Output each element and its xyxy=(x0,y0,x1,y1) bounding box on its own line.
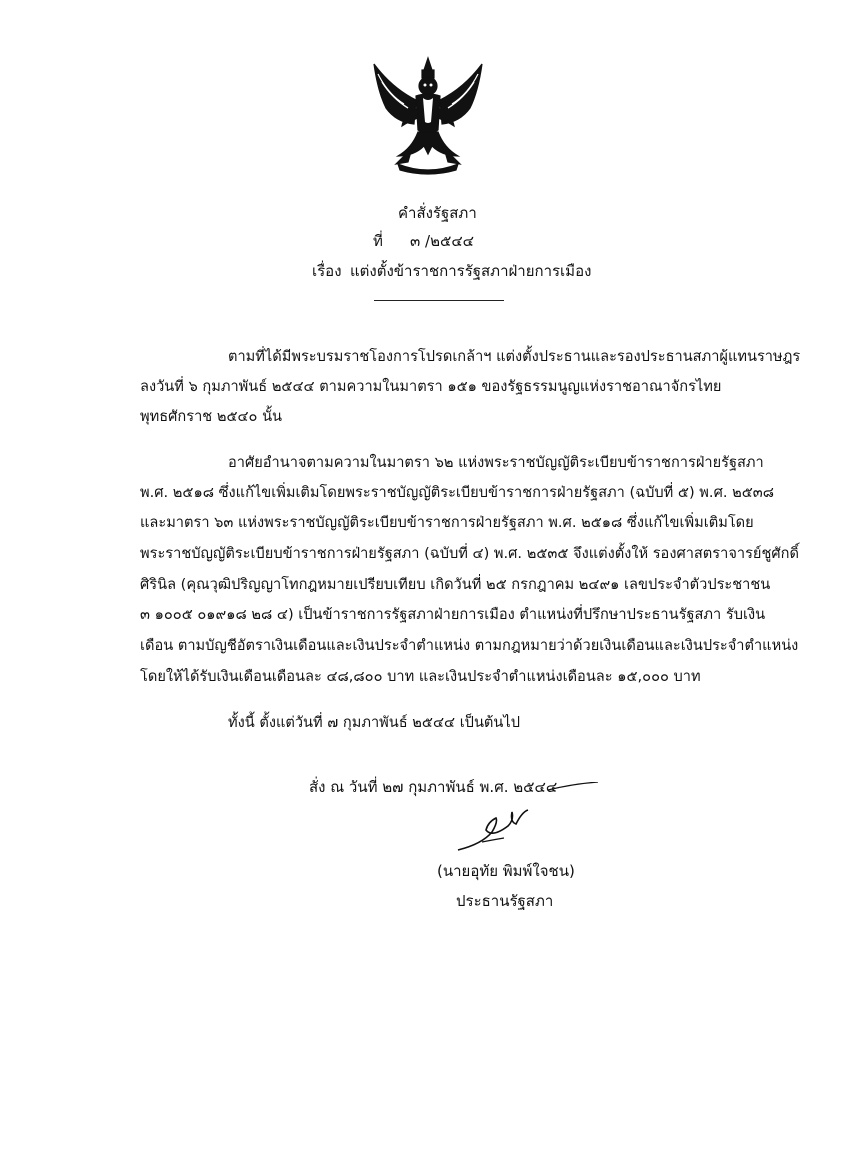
paragraph-line: เดือน ตามบัญชีอัตราเงินเดือนและเงินประจำตำแหน่ง ตามกฎหมายว่าด้วยเงินเดือนและเงินประจำตำแหน่ง xyxy=(140,637,799,654)
paragraph-line: พระราชบัญญัติระเบียบข้าราชการฝ่ายรัฐสภา (ฉบับที่ ๔) พ.ศ. ๒๕๓๕ จึงแต่งตั้งให้ รองศาสตราจารย์ชูศักดิ์ xyxy=(140,545,799,562)
paragraph-line: ตามที่ได้มีพระบรมราชโองการโปรดเกล้าฯ แต่งตั้งประธานและรองประธานสภาผู้แทนราษฎร xyxy=(228,348,801,365)
subject-value: แต่งตั้งข้าราชการรัฐสภาฝ่ายการเมือง xyxy=(350,262,592,280)
paragraph-line: ๓ ๑๐๐๕ ๐๑๙๑๘ ๒๘ ๔) เป็นข้าราชการรัฐสภาฝ่ายการเมือง ตำแหน่งที่ปรึกษาประธานรัฐสภา รับเงิน xyxy=(140,606,766,623)
paragraph-line: โดยให้ได้รับเงินเดือนเดือนละ ๔๘,๘๐๐ บาท และเงินประจำตำแหน่งเดือนละ ๑๕,๐๐๐ บาท xyxy=(140,668,701,685)
order-number-label: ที่ xyxy=(373,232,383,250)
header-divider xyxy=(374,300,504,301)
paragraph-line: พ.ศ. ๒๕๑๘ ซึ่งแก้ไขเพิ่มเติมโดยพระราชบัญญัติระเบียบข้าราชการฝ่ายรัฐสภา (ฉบับที่ ๕) พ.ศ. ๒๕๓๘ xyxy=(140,484,775,501)
paragraph-line: พุทธศักราช ๒๕๔๐ นั้น xyxy=(140,408,283,425)
paragraph-line: ทั้งนี้ ตั้งแต่วันที่ ๗ กุมภาพันธ์ ๒๕๔๔ เป็นต้นไป xyxy=(228,714,520,731)
paragraph-line: ลงวันที่ ๖ กุมภาพันธ์ ๒๕๔๔ ตามความในมาตรา ๑๕๑ ของรัฐธรรมนูญแห่งราชอาณาจักรไทย xyxy=(140,378,722,395)
paragraph-line: ศิรินิล (คุณวุฒิปริญญาโทกฎหมายเปรียบเทียบ เกิดวันที่ ๒๕ กรกฎาคม ๒๔๙๑ เลขประจำตัวประชาชน xyxy=(140,576,771,593)
signatory-name: (นายอุทัย พิมพ์ใจชน) xyxy=(437,862,575,880)
paragraph-line: อาศัยอำนาจตามความในมาตรา ๖๒ แห่งพระราชบัญญัติระเบียบข้าราชการฝ่ายรัฐสภา xyxy=(228,454,764,471)
document-title: คำสั่งรัฐสภา xyxy=(398,204,477,222)
signing-date: สั่ง ณ วันที่ ๒๗ กุมภาพันธ์ พ.ศ. ๒๕๔๔ xyxy=(309,778,558,796)
subject-label: เรื่อง xyxy=(312,262,342,280)
signatory-position: ประธานรัฐสภา xyxy=(456,892,554,910)
handwritten-signature-icon xyxy=(452,782,602,852)
paragraph-line: และมาตรา ๖๓ แห่งพระราชบัญญัติระเบียบข้าราชการฝ่ายรัฐสภา พ.ศ. ๒๕๑๘ ซึ่งแก้ไขเพิ่มเติมโดย xyxy=(140,514,754,531)
order-number-value: ๓ /๒๕๔๔ xyxy=(410,232,475,250)
garuda-emblem-icon xyxy=(368,52,488,176)
